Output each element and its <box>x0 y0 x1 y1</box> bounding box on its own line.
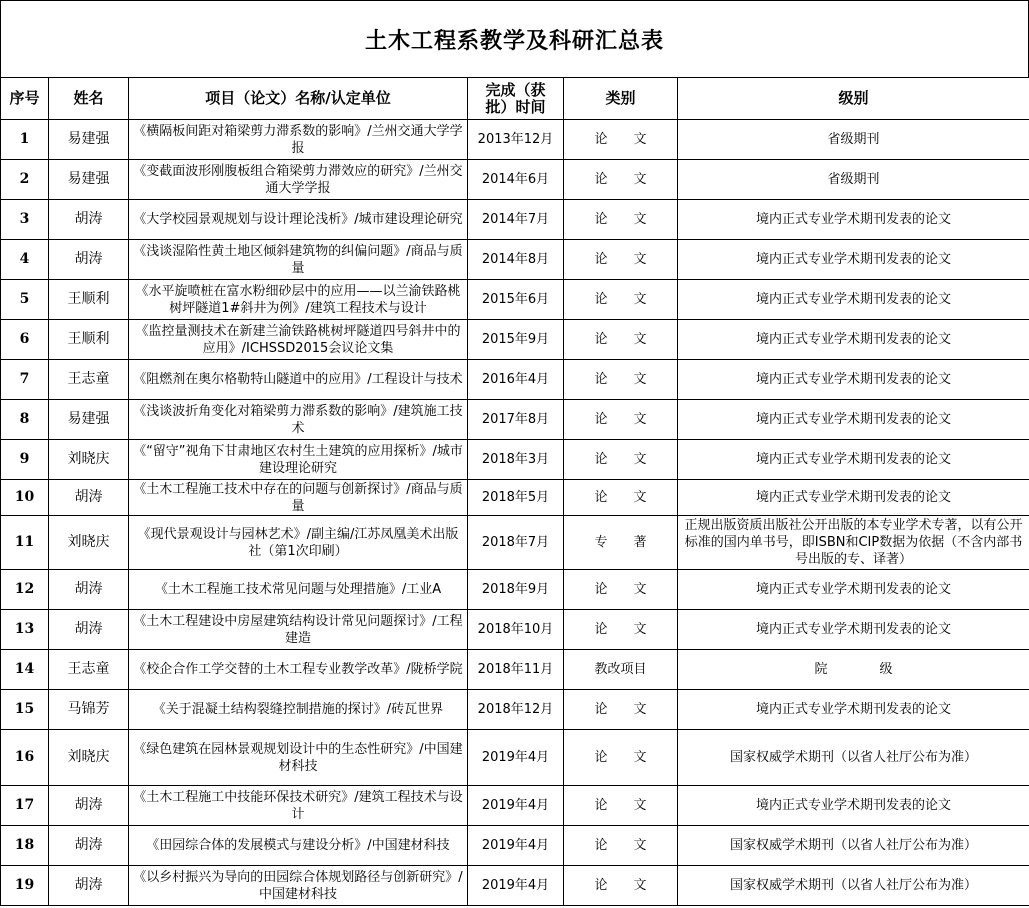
row-level <box>678 570 1029 610</box>
row-project <box>129 200 468 240</box>
row-category <box>564 440 678 480</box>
row-project <box>129 440 468 480</box>
row-category-text: 论 文 <box>594 452 647 467</box>
row-time <box>468 360 564 400</box>
row-time-text: 2018年5月 <box>481 490 550 505</box>
row-time <box>468 866 564 906</box>
row-seq-text: 11 <box>14 534 35 550</box>
row-project-text: 《以乡村振兴为导向的田园综合体规划路径与创新研究》/中国建材科技 <box>133 869 463 902</box>
row-category <box>564 650 678 690</box>
row-project <box>129 826 468 866</box>
row-project-text: 《土木工程施工技术中存在的问题与创新探讨》/商品与质量 <box>133 481 463 514</box>
row-time <box>468 280 564 320</box>
row-name <box>49 400 129 440</box>
row-seq <box>1 280 49 320</box>
row-project-text: 《土木工程施工技术常见问题与处理措施》/工业A <box>154 582 442 597</box>
row-time <box>468 730 564 786</box>
row-time-text: 2018年11月 <box>477 662 554 677</box>
table-row <box>1 200 1029 240</box>
row-level-text: 境内正式专业学术期刊发表的论文 <box>755 490 951 505</box>
row-level-text: 境内正式专业学术期刊发表的论文 <box>755 292 951 307</box>
row-category-text: 教改项目 <box>594 662 647 677</box>
row-project-text: 《浅谈波折角变化对箱梁剪力滞系数的影响》/建筑施工技术 <box>133 403 463 436</box>
table-row <box>1 280 1029 320</box>
row-name <box>49 160 129 200</box>
row-name <box>49 516 129 570</box>
row-category <box>564 160 678 200</box>
row-level-text: 境内正式专业学术期刊发表的论文 <box>755 582 951 597</box>
row-name <box>49 570 129 610</box>
row-level <box>678 280 1029 320</box>
header-level: 级别 <box>678 78 1029 120</box>
row-project <box>129 866 468 906</box>
row-category <box>564 866 678 906</box>
row-project-text: 《土木工程建设中房屋建筑结构设计常见问题探讨》/工程建造 <box>133 613 463 646</box>
row-project <box>129 610 468 650</box>
row-category <box>564 730 678 786</box>
row-category-text: 论 文 <box>594 702 647 717</box>
summary-table <box>0 77 1029 906</box>
row-category-text: 论 文 <box>594 172 647 187</box>
row-time-text: 2014年7月 <box>481 212 550 227</box>
row-level <box>678 400 1029 440</box>
row-time-text: 2015年9月 <box>481 332 550 347</box>
row-time-text: 2014年8月 <box>481 252 550 267</box>
table-row <box>1 360 1029 400</box>
row-name <box>49 360 129 400</box>
row-seq-text: 19 <box>14 877 35 893</box>
row-project <box>129 690 468 730</box>
row-level <box>678 826 1029 866</box>
table-row <box>1 730 1029 786</box>
row-seq-text: 9 <box>19 451 30 467</box>
row-name <box>49 440 129 480</box>
row-time <box>468 320 564 360</box>
row-project <box>129 160 468 200</box>
row-category <box>564 516 678 570</box>
row-name-text: 胡涛 <box>74 251 103 267</box>
row-category-text: 论 文 <box>594 838 647 853</box>
row-level-text: 省级期刊 <box>827 132 880 147</box>
row-seq <box>1 160 49 200</box>
row-category-text: 论 文 <box>594 332 647 347</box>
row-name-text: 易建强 <box>67 411 110 427</box>
row-category <box>564 610 678 650</box>
row-name-text: 刘晓庆 <box>67 451 110 467</box>
row-seq-text: 18 <box>14 837 35 853</box>
row-level-text: 境内正式专业学术期刊发表的论文 <box>755 798 951 813</box>
row-level <box>678 240 1029 280</box>
row-category <box>564 120 678 160</box>
row-name-text: 胡涛 <box>74 837 103 853</box>
row-level <box>678 730 1029 786</box>
row-project <box>129 650 468 690</box>
row-time-text: 2018年7月 <box>481 535 550 550</box>
row-category <box>564 826 678 866</box>
row-seq-text: 10 <box>14 489 35 505</box>
row-seq-text: 3 <box>19 211 30 227</box>
row-category-text: 论 文 <box>594 622 647 637</box>
row-level-text: 境内正式专业学术期刊发表的论文 <box>755 252 951 267</box>
row-name-text: 胡涛 <box>74 621 103 637</box>
row-seq <box>1 320 49 360</box>
row-project-text: 《浅谈湿陷性黄土地区倾斜建筑物的纠偏问题》/商品与质量 <box>133 243 463 276</box>
row-level-text: 境内正式专业学术期刊发表的论文 <box>755 452 951 467</box>
row-time <box>468 650 564 690</box>
table-row <box>1 786 1029 826</box>
page-title: 土木工程系教学及科研汇总表 <box>364 27 664 54</box>
row-seq <box>1 440 49 480</box>
row-category <box>564 360 678 400</box>
row-project <box>129 120 468 160</box>
row-level-text: 正规出版资质出版社公开出版的本专业学术专著，以有公开标准的国内单书号，即ISBN和CIP数据为依据（不含内部书号出版的专、译著） <box>684 518 1023 567</box>
row-seq <box>1 786 49 826</box>
row-level-text: 境内正式专业学术期刊发表的论文 <box>755 372 951 387</box>
header-time: 完成（获批）时间 <box>468 78 564 120</box>
table-body <box>1 120 1029 906</box>
row-project-text: 《“留守”视角下甘肃地区农村生土建筑的应用探析》/城市建设理论研究 <box>133 443 463 476</box>
row-project-text: 《绿色建筑在园林景观规划设计中的生态性研究》/中国建材科技 <box>133 741 463 774</box>
row-time-text: 2019年4月 <box>481 750 550 765</box>
table-row <box>1 320 1029 360</box>
row-project <box>129 320 468 360</box>
row-time-text: 2018年10月 <box>477 622 554 637</box>
row-category-text: 论 文 <box>594 798 647 813</box>
table-row <box>1 610 1029 650</box>
row-category-text: 论 文 <box>594 878 647 893</box>
row-category <box>564 570 678 610</box>
row-time-text: 2014年6月 <box>481 172 550 187</box>
row-project-text: 《关于混凝土结构裂缝控制措施的探讨》/砖瓦世界 <box>152 702 444 717</box>
row-name <box>49 120 129 160</box>
row-level-text: 境内正式专业学术期刊发表的论文 <box>755 212 951 227</box>
row-time <box>468 200 564 240</box>
row-level-text: 院 级 <box>814 662 893 677</box>
row-level <box>678 610 1029 650</box>
row-project-text: 《横隔板间距对箱梁剪力滞系数的影响》/兰州交通大学学报 <box>133 123 463 156</box>
row-time <box>468 516 564 570</box>
row-project-text: 《水平旋喷桩在富水粉细砂层中的应用——以兰渝铁路桃树坪隧道1#斜井为例》/建筑工程技术与设计 <box>135 283 461 316</box>
row-name <box>49 690 129 730</box>
table-row <box>1 650 1029 690</box>
row-category <box>564 400 678 440</box>
row-time <box>468 160 564 200</box>
row-time <box>468 610 564 650</box>
row-level-text: 国家权威学术期刊（以省人社厅公布为准） <box>729 838 977 853</box>
row-seq <box>1 826 49 866</box>
row-level <box>678 440 1029 480</box>
row-level <box>678 120 1029 160</box>
header-name: 姓名 <box>49 78 129 120</box>
row-seq <box>1 570 49 610</box>
row-name-text: 刘晓庆 <box>67 534 110 550</box>
row-seq-text: 2 <box>19 171 30 187</box>
row-time-text: 2019年4月 <box>481 878 550 893</box>
row-seq <box>1 516 49 570</box>
table-row <box>1 826 1029 866</box>
row-seq <box>1 360 49 400</box>
row-time-text: 2013年12月 <box>477 132 554 147</box>
row-project <box>129 280 468 320</box>
row-seq-text: 17 <box>14 797 35 813</box>
header-project: 项目（论文）名称/认定单位 <box>129 78 468 120</box>
row-name-text: 刘晓庆 <box>67 749 110 765</box>
row-category-text: 论 文 <box>594 490 647 505</box>
row-time <box>468 440 564 480</box>
row-level-text: 境内正式专业学术期刊发表的论文 <box>755 622 951 637</box>
row-name-text: 胡涛 <box>74 489 103 505</box>
row-time-text: 2019年4月 <box>481 838 550 853</box>
row-project <box>129 480 468 516</box>
row-project <box>129 516 468 570</box>
row-level-text: 国家权威学术期刊（以省人社厅公布为准） <box>729 878 977 893</box>
row-seq-text: 16 <box>14 749 35 765</box>
row-seq-text: 13 <box>14 621 35 637</box>
row-category-text: 论 文 <box>594 212 647 227</box>
table-row <box>1 160 1029 200</box>
row-level-text: 省级期刊 <box>827 172 880 187</box>
row-project <box>129 360 468 400</box>
row-time <box>468 690 564 730</box>
row-level <box>678 200 1029 240</box>
row-category-text: 专 著 <box>594 535 647 550</box>
row-project <box>129 730 468 786</box>
row-time <box>468 240 564 280</box>
row-seq <box>1 200 49 240</box>
row-level <box>678 480 1029 516</box>
row-seq-text: 8 <box>19 411 30 427</box>
row-time-text: 2018年9月 <box>481 582 550 597</box>
row-category-text: 论 文 <box>594 372 647 387</box>
row-name <box>49 280 129 320</box>
row-level <box>678 320 1029 360</box>
row-category-text: 论 文 <box>594 132 647 147</box>
row-level-text: 境内正式专业学术期刊发表的论文 <box>755 412 951 427</box>
row-time <box>468 786 564 826</box>
table-row <box>1 120 1029 160</box>
row-name-text: 马锦芳 <box>67 701 110 717</box>
table-row <box>1 570 1029 610</box>
row-project <box>129 240 468 280</box>
row-project-text: 《土木工程施工中技能环保技术研究》/建筑工程技术与设计 <box>133 789 463 822</box>
table-row <box>1 440 1029 480</box>
row-time-text: 2016年4月 <box>481 372 550 387</box>
row-name-text: 胡涛 <box>74 877 103 893</box>
row-time <box>468 120 564 160</box>
row-name-text: 王志童 <box>67 661 110 677</box>
row-project-text: 《大学校园景观规划与设计理论浅析》/城市建设理论研究 <box>133 212 463 227</box>
table-row <box>1 866 1029 906</box>
table-row <box>1 400 1029 440</box>
row-level <box>678 786 1029 826</box>
row-level <box>678 160 1029 200</box>
row-seq <box>1 730 49 786</box>
row-level <box>678 866 1029 906</box>
row-category <box>564 200 678 240</box>
table-row <box>1 690 1029 730</box>
row-category-text: 论 文 <box>594 292 647 307</box>
row-category-text: 论 文 <box>594 582 647 597</box>
row-name-text: 王志童 <box>67 371 110 387</box>
row-time-text: 2017年8月 <box>481 412 550 427</box>
row-level-text: 国家权威学术期刊（以省人社厅公布为准） <box>729 750 977 765</box>
row-seq-text: 6 <box>19 331 30 347</box>
row-time-text: 2018年3月 <box>481 452 550 467</box>
row-seq <box>1 400 49 440</box>
row-seq-text: 5 <box>19 291 30 307</box>
row-name <box>49 320 129 360</box>
row-seq <box>1 480 49 516</box>
table-row <box>1 240 1029 280</box>
row-project <box>129 400 468 440</box>
row-seq-text: 4 <box>19 251 30 267</box>
header-seq: 序号 <box>1 78 49 120</box>
row-time <box>468 400 564 440</box>
row-project-text: 《监控量测技术在新建兰渝铁路桃树坪隧道四号斜井中的应用》/ICHSSD2015会议论文集 <box>135 323 461 356</box>
row-name-text: 易建强 <box>67 171 110 187</box>
row-level <box>678 690 1029 730</box>
row-seq <box>1 240 49 280</box>
row-name-text: 王顺利 <box>67 291 110 307</box>
row-project-text: 《田园综合体的发展模式与建设分析》/中国建材科技 <box>146 838 450 853</box>
title-row <box>0 0 1029 77</box>
row-name <box>49 240 129 280</box>
row-category <box>564 240 678 280</box>
row-project <box>129 570 468 610</box>
row-time <box>468 480 564 516</box>
row-category <box>564 690 678 730</box>
row-seq <box>1 610 49 650</box>
row-name <box>49 786 129 826</box>
row-level <box>678 516 1029 570</box>
row-name <box>49 730 129 786</box>
row-seq-text: 1 <box>19 131 30 147</box>
row-name <box>49 200 129 240</box>
row-name-text: 胡涛 <box>74 581 103 597</box>
row-category <box>564 786 678 826</box>
row-category <box>564 480 678 516</box>
row-project-text: 《现代景观设计与园林艺术》/副主编/江苏凤凰美术出版社（第1次印刷） <box>137 526 459 559</box>
row-time-text: 2019年4月 <box>481 798 550 813</box>
row-name-text: 王顺利 <box>67 331 110 347</box>
row-level-text: 境内正式专业学术期刊发表的论文 <box>755 332 951 347</box>
row-name <box>49 480 129 516</box>
row-level <box>678 650 1029 690</box>
row-name <box>49 826 129 866</box>
row-name <box>49 866 129 906</box>
row-category <box>564 280 678 320</box>
row-project-text: 《阻燃剂在奥尔格勒特山隧道中的应用》/工程设计与技术 <box>133 372 463 387</box>
table-row <box>1 516 1029 570</box>
row-seq-text: 7 <box>19 371 30 387</box>
row-category <box>564 320 678 360</box>
row-name <box>49 650 129 690</box>
header-row <box>1 78 1029 120</box>
row-project <box>129 786 468 826</box>
row-seq <box>1 866 49 906</box>
row-category-text: 论 文 <box>594 750 647 765</box>
row-level <box>678 360 1029 400</box>
row-name <box>49 610 129 650</box>
row-level-text: 境内正式专业学术期刊发表的论文 <box>755 702 951 717</box>
row-project-text: 《校企合作工学交替的土木工程专业教学改革》/陇桥学院 <box>133 662 463 677</box>
table-row <box>1 480 1029 516</box>
row-seq <box>1 650 49 690</box>
row-name-text: 易建强 <box>67 131 110 147</box>
row-time-text: 2015年6月 <box>481 292 550 307</box>
row-seq-text: 14 <box>14 661 35 677</box>
row-name-text: 胡涛 <box>74 211 103 227</box>
row-project-text: 《变截面波形刚腹板组合箱梁剪力滞效应的研究》/兰州交通大学学报 <box>133 163 463 196</box>
row-time <box>468 570 564 610</box>
row-seq-text: 15 <box>14 701 35 717</box>
row-time <box>468 826 564 866</box>
row-seq-text: 12 <box>14 581 35 597</box>
row-seq <box>1 690 49 730</box>
row-time-text: 2018年12月 <box>477 702 554 717</box>
row-category-text: 论 文 <box>594 252 647 267</box>
header-category: 类别 <box>564 78 678 120</box>
row-seq <box>1 120 49 160</box>
row-name-text: 胡涛 <box>74 797 103 813</box>
row-category-text: 论 文 <box>594 412 647 427</box>
